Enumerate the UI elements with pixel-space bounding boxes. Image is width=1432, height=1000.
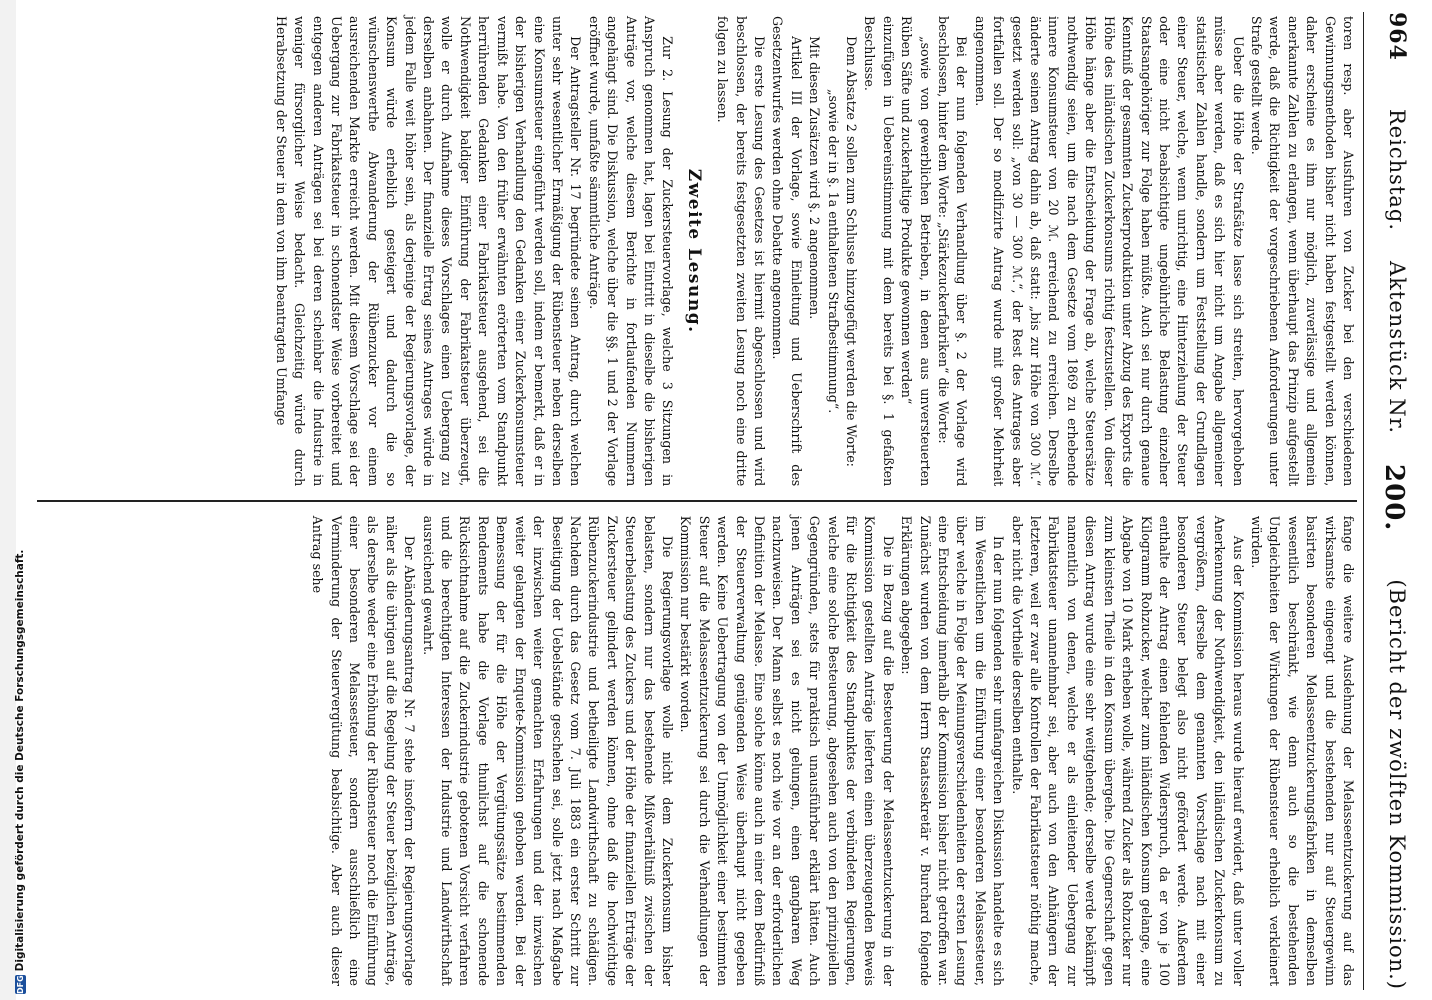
paragraph: toren resp. aber Ausfuhren von Zucker bei den verschiedenen Gewinnungsmethoden bisher nicht haben festgestellt werden können, daher erscheine es ihm nur möglich, zuverlässige und allgemein anerkannte Zahlen zu erlangen, wenn überhaupt das Prinzip aufgestellt werde, daß die Richtigkeit der vorgeschriebenen Anforderungen unter Strafe gestellt werde. xyxy=(1248,16,1356,487)
document-page xyxy=(16,0,1416,1000)
right-column xyxy=(37,502,1357,990)
digitization-text: Digitalisierung gefördert durch die Deutsche Forschungsgemeinschaft. xyxy=(14,549,26,972)
left-column xyxy=(37,12,1357,500)
paragraph: einzufügen in Uebereinstimmung mit dem bereits bei §. 1 gefaßten Beschlusse. xyxy=(862,16,896,487)
paragraph: Der Abänderungsantrag Nr. 7 stehe insofern der Regierungsvorlage näher als die übrigen auf die Regelung der Steuer bezüglichen Anträge, als derselbe weder eine Erhöhung der Rübensteuer noch die Einführung einer besonderen Melassesteuer, sondern ausschließlich eine Verminderung der Steuervergütung beabsichtige. Aber auch dieser Antrag sehe xyxy=(310,515,418,986)
paragraph: Artikel III der Vorlage, sowie Einleitung und Ueberschrift des Gesetzentwurfes werden ohne Debatte angenommen. xyxy=(770,16,804,487)
paragraph: fange die weitere Ausdehnung der Melasseentzuckerung auf das wirksamste eingeengt und die bestehenden nur auf Steuergewinn basirten besonderen Melasseentzuckerungsfabriken in demselben wesentlich beschränkt, wie denn auch so die bestehenden Ungleichheiten der Wirkungen der Rübensteuer erheblich verkleinert würden. xyxy=(1248,515,1356,986)
document-subject: (Bericht der zwölften Kommission.) xyxy=(1385,579,1409,990)
paragraph: Zur 2. Lesung der Zuckersteuervorlage, welche 3 Sitzungen in Anspruch genommen hat, lagen bei Eintritt in dieselbe die bisherigen Anträge vor, welche diesem Berichte in fortlaufenden Nummern angehängt sind. Die Diskussion, welche über die §§. 1 und 2 der Vorlage eröffnet wurde, umfaßte sämmtliche Anträge. xyxy=(586,16,676,487)
paragraph: Die Regierungsvorlage wolle nicht dem Zuckerkonsum bisher belasten, sondern nur das bestehende Mißverhältniß zwischen der Steuerbelastung des Zuckers und der Höhe der finanziellen Erträge der Zuckersteuer gelindert werden können, ohne daß die hochwichtige Rübenzuckerindustrie und betheiligte Landwirthschaft zu schädigen. Nachdem durch das Gesetz vom 7. Juli 1883 ein erster Schritt zur Beseitigung der Uebelstände geschehen sei, solle jetzt nach Maßgabe der inzwischen weiter gemachten Erfahrungen und der inzwischen weiter gelangten der Enquete-Kommission gehoben werden. Bei der Bemessung der für die Höhe der Vergütungssätze bestimmenden Rendements habe die Vorlage thunlichst auf die schonende Rücksichtnahme auf die Zuckerindustrie gebotenen Vorsicht verfahren und die berechtigten Interessen der Industrie und Landwirthschaft ausreichend gewahrt. xyxy=(420,515,675,986)
digitization-strip xyxy=(0,0,26,1000)
page-number: 964 xyxy=(1384,12,1410,61)
paragraph: „sowie der in §. 1a enthaltenen Strafbestimmung“. xyxy=(825,88,841,414)
section-heading: Zweite Lesung. xyxy=(683,168,704,334)
paragraph: Die erste Lesung des Gesetzes ist hiermit abgeschlossen und wird beschlossen, der bereits festgesetzten zweiten Lesung noch eine dritte folgen zu lassen. xyxy=(715,16,767,487)
paragraph: Der Antragsteller Nr. 17 begründete seinen Antrag, durch welchen unter sehr wesentlicher Ermäßigung der Rübensteuer neben derselben eine Konsumsteuer eingeführt werden soll, indem er bemerkt, daß er in der bisherigen Verhandlung den Gedanken einer Zuckerkonsumsteuer vermißt habe. Von den früher erwähnten erörterten vom Standpunkt herrührenden Gedanken einer Fabrikatsteuer ausgehend, sei die Nothwendigkeit baldiger Einführung der Fabrikatsteuer überzeugt, wolle er durch Aufnahme dieses Vorschlages einen Uebergang zu derselben anbahnen. Der finanzielle Ertrag seines Antrages würde in jedem Falle weit höher sein, als derjenige der Regierungsvorlage, der Konsum würde erheblich gesteigert und dadurch die so wünschenswerthe Abwanderung der Rübenzucker vor einem ausreichenden Markte erreicht werden. Mit diesem Vorschlage sei der Uebergang zur Fabrikatsteuer in schonendster Weise vorbereitet und entgegen anderen Anträgen sei bei deren scheinbar die Industrie in weniger fürsorglicher Weise bedacht. Gleichzeitig würde durch Herabsetzung der Steuer in dem von ihm beantragten Umfange xyxy=(273,16,584,487)
paragraph: In der nun folgenden sehr umfangreichen Diskussion handelte es sich im Wesentlichen um die Einführung einer besonderen Melassesteuer, über welche in Folge der Meinungsverschiedenheiten der ersten Lesung eine Entscheidung innerhalb der Kommission bisher nicht getroffen war. Zunächst wurden von dem Herrn Staatssekretär v. Burchard folgende Erklärungen abgegeben: xyxy=(899,515,1007,986)
paragraph: Aus der Kommission heraus wurde hierauf erwidert, daß unter voller Anerkennung der Nothwendigkeit, den inländischen Zuckerkonsum zu vergrößern, derselbe dem genannten Vorschlage nach mit einer besonderen Steuer belegt also nicht gefördert werde. Außerdem enthalte der Antrag einen fehlenden Widerspruch, da er von je 100 Kilogramm Rohzucker, welcher zum inländischen Konsum gelange, eine Abgabe von 10 Mark erheben wolle, während Zucker als Rohzucker nur zum kleinsten Theile in den Konsum übergehe. Die Gegnerschaft gegen diesen Antrag wurde eine sehr weitgehende; derselbe werde bekämpft namentlich von denen, welche er als einleitender Uebergang zur Fabrikatsteuer unannehmbar sei, aber auch von den Anhängern der letzteren, weil er zwar alle Kontrollen der Fabrikatsteuer nöthig mache, aber nicht die Vortheile derselben enthalte. xyxy=(1009,515,1246,986)
paragraph: Ueber die Höhe der Strafsätze lasse sich streiten, hervorgehoben müsse aber werden, daß es sich hier nicht um Angabe allgemeiner statistischer Zahlen handle, sondern um Feststellung der Grundlagen einer Steuer, welche, wenn unrichtig, eine Hinterziehung der Steuer oder eine nicht beabsichtigte ungebührliche Belastung einzelner Staatsangehöriger zur Folge haben müßte. Auch sei nur durch genaue Kenntniß der gesammten Zuckerproduktion unter Abzug des Exports die Höhe des inländischen Zuckerkonsums richtig festzustellen. Von dieser Höhe hänge aber die Entscheidung der Frage ab, welche Steuersätze nothwendig seien, um die nach dem Gesetze vom 1869 zu erhebende innere Konsumsteuer von 20 ℳ. erreichend zu erreichen. Derselbe änderte seinen Antrag dahin ab, daß statt: „bis zur Höhe von 300 ℳ.“ gesetzt werden soll: „von 30 — 300 ℳ.“, der Rest des Antrages aber fortfallen soll. Der so modifizirte Antrag wurde mit großer Mehrheit angenommen. xyxy=(972,16,1246,487)
document-label: Aktenstück Nr. xyxy=(1385,261,1409,435)
document-number: 200. xyxy=(1379,464,1409,532)
page-header xyxy=(1363,12,1410,990)
paragraph: Mit diesen Zusätzen wird §. 2 angenommen. xyxy=(807,36,823,320)
paragraph: Dem Absatze 2 sollen zum Schlusse hinzugefügt werden die Worte: xyxy=(844,36,860,467)
dfg-logo: DFG xyxy=(15,975,25,994)
header-center xyxy=(1379,109,1409,531)
publication-title: Reichstag. xyxy=(1385,108,1409,232)
paragraph: „sowie von gewerblichen Betrieben, in denen aus unversteuerten Rüben Säfte und zuckerhaltige Produkte gewonnen werden“ xyxy=(899,16,933,487)
paragraph: Bei der nun folgenden Verhandlung über §. 2 der Vorlage wird beschlossen, hinter dem Worte: „Stärkezuckerfabriken“ die Worte: xyxy=(936,16,970,487)
text-columns xyxy=(37,12,1357,990)
paragraph: Die in Bezug auf die Besteuerung der Melasseentzuckerung in der Kommission gestellten Anträge lieferten einen überzeugenden Beweis für die Richtigkeit des Standpunktes der verbündeten Regierungen, welche eine solche Besteuerung, abgesehen auch von den prinzipiellen Gegengründen, stets für praktisch unausführbar erklärt hätten. Auch jenen Anträgen sei es nicht gelungen, einen gangbaren Weg nachzuweisen. Der Mann selbst es noch wie vor an der erforderlichen Definition der Melasse. Eine solche könne auch in einer dem Bedürfniß der Steuerverwaltung genügenden Weise überhaupt nicht gegeben werden. Keine Uebertragung von der Unmöglichkeit einer bestimmten Steuer auf die Melasseentzuckerung sei durch die Verhandlungen der Kommission nur bestärkt worden. xyxy=(678,515,896,986)
